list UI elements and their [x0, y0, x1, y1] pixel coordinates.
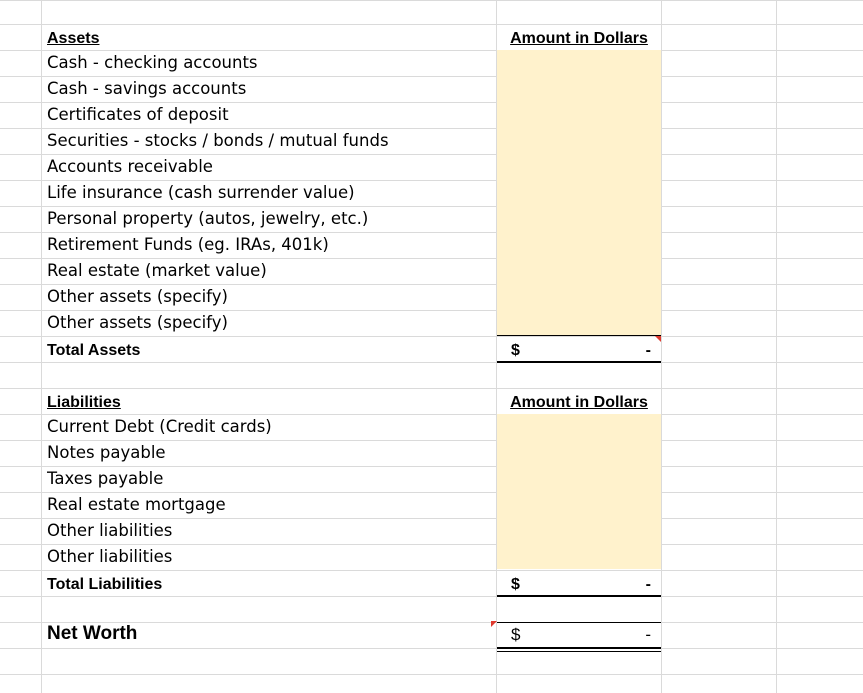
total-assets-bottom-border [497, 361, 661, 363]
total-liabilities-bottom-border [497, 595, 661, 597]
assets-header: Assets [47, 29, 100, 47]
total-assets-cell[interactable] [497, 338, 661, 363]
liabilities-amount-header: Amount in Dollars [510, 393, 648, 411]
net-worth-double-underline [497, 647, 661, 649]
asset-item-label: Accounts receivable [47, 157, 213, 176]
liabilities-input-area[interactable] [497, 414, 661, 569]
row-gridline [0, 674, 863, 675]
assets-input-area[interactable] [497, 50, 661, 335]
asset-item-label: Retirement Funds (eg. IRAs, 401k) [47, 235, 329, 254]
total-liabilities-currency: $ [511, 575, 520, 593]
total-assets-top-border [497, 335, 661, 336]
column-gridline [776, 0, 777, 693]
total-liabilities-label: Total Liabilities [47, 575, 163, 593]
liability-item-label: Notes payable [47, 443, 166, 462]
assets-amount-header: Amount in Dollars [510, 29, 648, 47]
net-worth-label: Net Worth [47, 622, 138, 644]
row-gridline [0, 24, 863, 25]
liability-item-label: Other liabilities [47, 521, 173, 540]
asset-item-label: Other assets (specify) [47, 313, 228, 332]
total-assets-currency: $ [511, 341, 520, 359]
asset-item-label: Personal property (autos, jewelry, etc.) [47, 209, 369, 228]
liabilities-header: Liabilities [47, 393, 121, 411]
comment-marker-icon[interactable] [655, 336, 661, 342]
liability-item-label: Taxes payable [47, 469, 164, 488]
asset-item-label: Securities - stocks / bonds / mutual funds [47, 131, 389, 150]
column-gridline [661, 0, 662, 693]
comment-marker-icon[interactable] [491, 621, 497, 627]
row-gridline [0, 336, 863, 337]
total-liabilities-value: - [645, 575, 651, 593]
liability-item-label: Current Debt (Credit cards) [47, 417, 272, 436]
row-gridline [0, 648, 863, 649]
total-assets-label: Total Assets [47, 341, 141, 359]
asset-item-label: Other assets (specify) [47, 287, 228, 306]
net-worth-cell[interactable] [497, 622, 661, 647]
row-gridline [0, 388, 863, 389]
net-worth-value: - [645, 624, 651, 644]
asset-item-label: Cash - checking accounts [47, 53, 258, 72]
liability-item-label: Other liabilities [47, 547, 173, 566]
row-gridline [0, 570, 863, 571]
row-gridline [0, 0, 863, 1]
asset-item-label: Cash - savings accounts [47, 79, 247, 98]
asset-item-label: Life insurance (cash surrender value) [47, 183, 355, 202]
liability-item-label: Real estate mortgage [47, 495, 226, 514]
asset-item-label: Certificates of deposit [47, 105, 229, 124]
total-assets-value: - [645, 341, 651, 359]
net-worth-double-underline [497, 651, 661, 652]
column-gridline [41, 0, 42, 693]
total-liabilities-cell[interactable] [497, 572, 661, 597]
net-worth-currency: $ [511, 624, 521, 644]
asset-item-label: Real estate (market value) [47, 261, 267, 280]
